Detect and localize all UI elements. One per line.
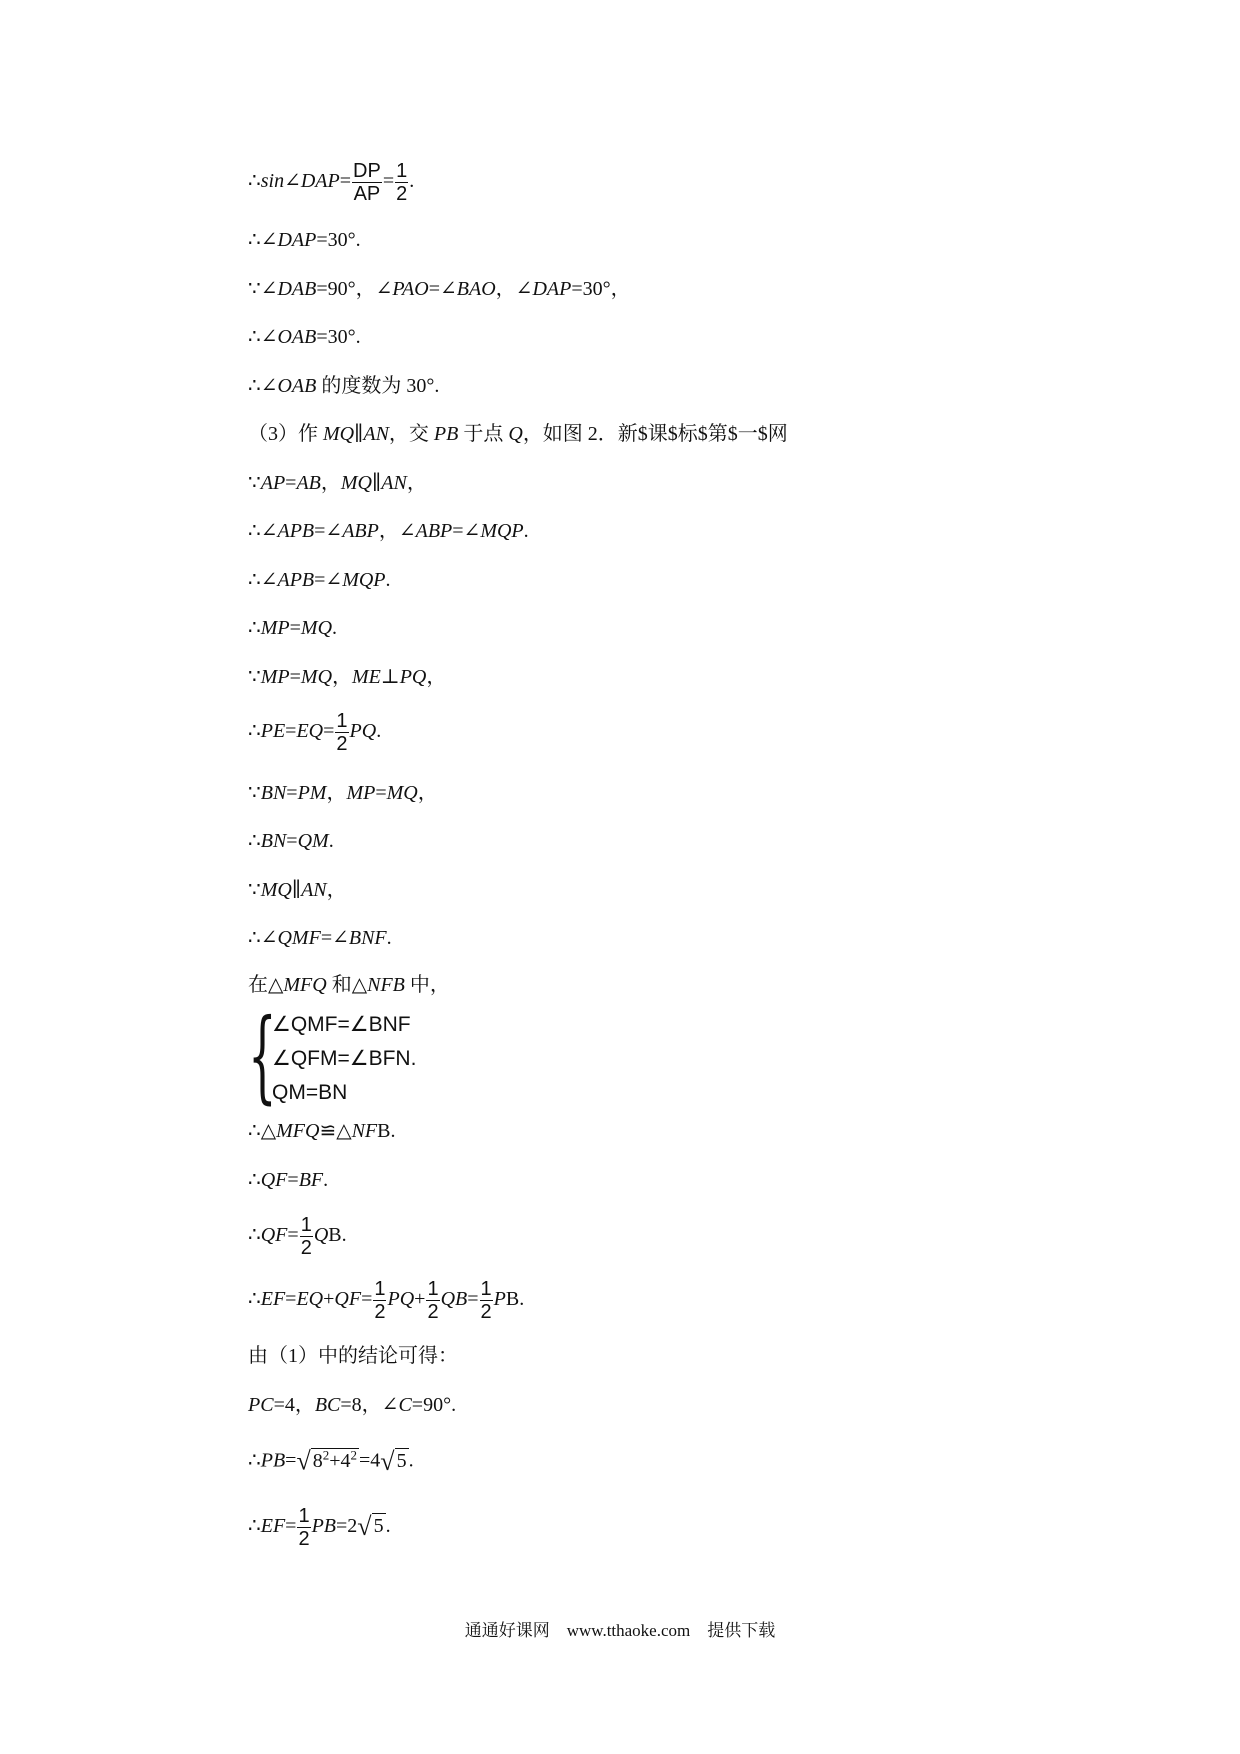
line-3: ∵∠DAB=90°，∠PAO=∠BAO，∠DAP=30°， bbox=[248, 278, 631, 300]
system-line-2: ∠QFM=∠BFN. bbox=[272, 1047, 417, 1070]
line-4: ∴∠OAB=30°. bbox=[248, 326, 361, 348]
footer-download-note: 通通好课网 www.tthaoke.com 提供下载 bbox=[464, 1621, 776, 1640]
line-21: ∴QF= $\frac{1}{2}$ QB. bbox=[248, 1214, 347, 1259]
system-line-3: QM=BN bbox=[272, 1081, 348, 1104]
line-11: ∵MP=MQ，ME⊥PQ， bbox=[248, 666, 447, 688]
line-2: ∴∠DAP=30°. bbox=[248, 229, 361, 251]
line-14: ∴BN=QM. bbox=[248, 830, 334, 852]
line-8: ∴∠APB=∠ABP，∠ABP=∠MQP. bbox=[248, 520, 529, 542]
line-10: ∴MP=MQ. bbox=[248, 617, 338, 639]
line-19: ∴△MFQ≌△NFB. bbox=[248, 1120, 396, 1142]
line-7: ∵AP=AB，MQ∥AN， bbox=[248, 472, 427, 494]
line-5: ∴∠OAB 的度数为 30°. bbox=[248, 375, 440, 397]
line-16: ∴∠QMF=∠BNF. bbox=[248, 927, 392, 949]
line-24: PC=4，BC=8，∠C=90°. bbox=[248, 1394, 457, 1416]
line-26: ∴EF= $\frac{1}{2}$ PB=2√ 5 . bbox=[248, 1505, 391, 1550]
line-6: （3）作 MQ∥AN，交 PB 于点 Q，如图 2．新$课$标$第$一$网 bbox=[248, 423, 788, 445]
system-line-1: ∠QMF=∠BNF bbox=[272, 1013, 411, 1036]
line-22: ∴EF=EQ+QF= $\frac{1}{2}$ PQ+ $\frac{1}{2}$ QB= $\frac{1}{2}$ PB. bbox=[248, 1278, 525, 1323]
line-9: ∴∠APB=∠MQP. bbox=[248, 569, 391, 591]
line-23: 由（1）中的结论可得： bbox=[248, 1345, 458, 1367]
line-13: ∵BN=PM，MP=MQ， bbox=[248, 782, 438, 804]
line-17: 在△MFQ 和△NFB 中， bbox=[248, 974, 450, 996]
line-20: ∴QF=BF. bbox=[248, 1169, 329, 1191]
line-15: ∵MQ∥AN， bbox=[248, 879, 347, 901]
line-25: ∴PB=√ $8^2+4^2 =4√$ 5 . bbox=[248, 1446, 414, 1476]
left-brace: { bbox=[248, 997, 277, 1114]
line-12: ∴PE=EQ= $\frac{1}{2}$ PQ. bbox=[248, 710, 382, 755]
line-1: ∴sin∠DAP= $\frac{DP}{AP}$ = $\frac{1}{2}$ . bbox=[248, 160, 415, 205]
